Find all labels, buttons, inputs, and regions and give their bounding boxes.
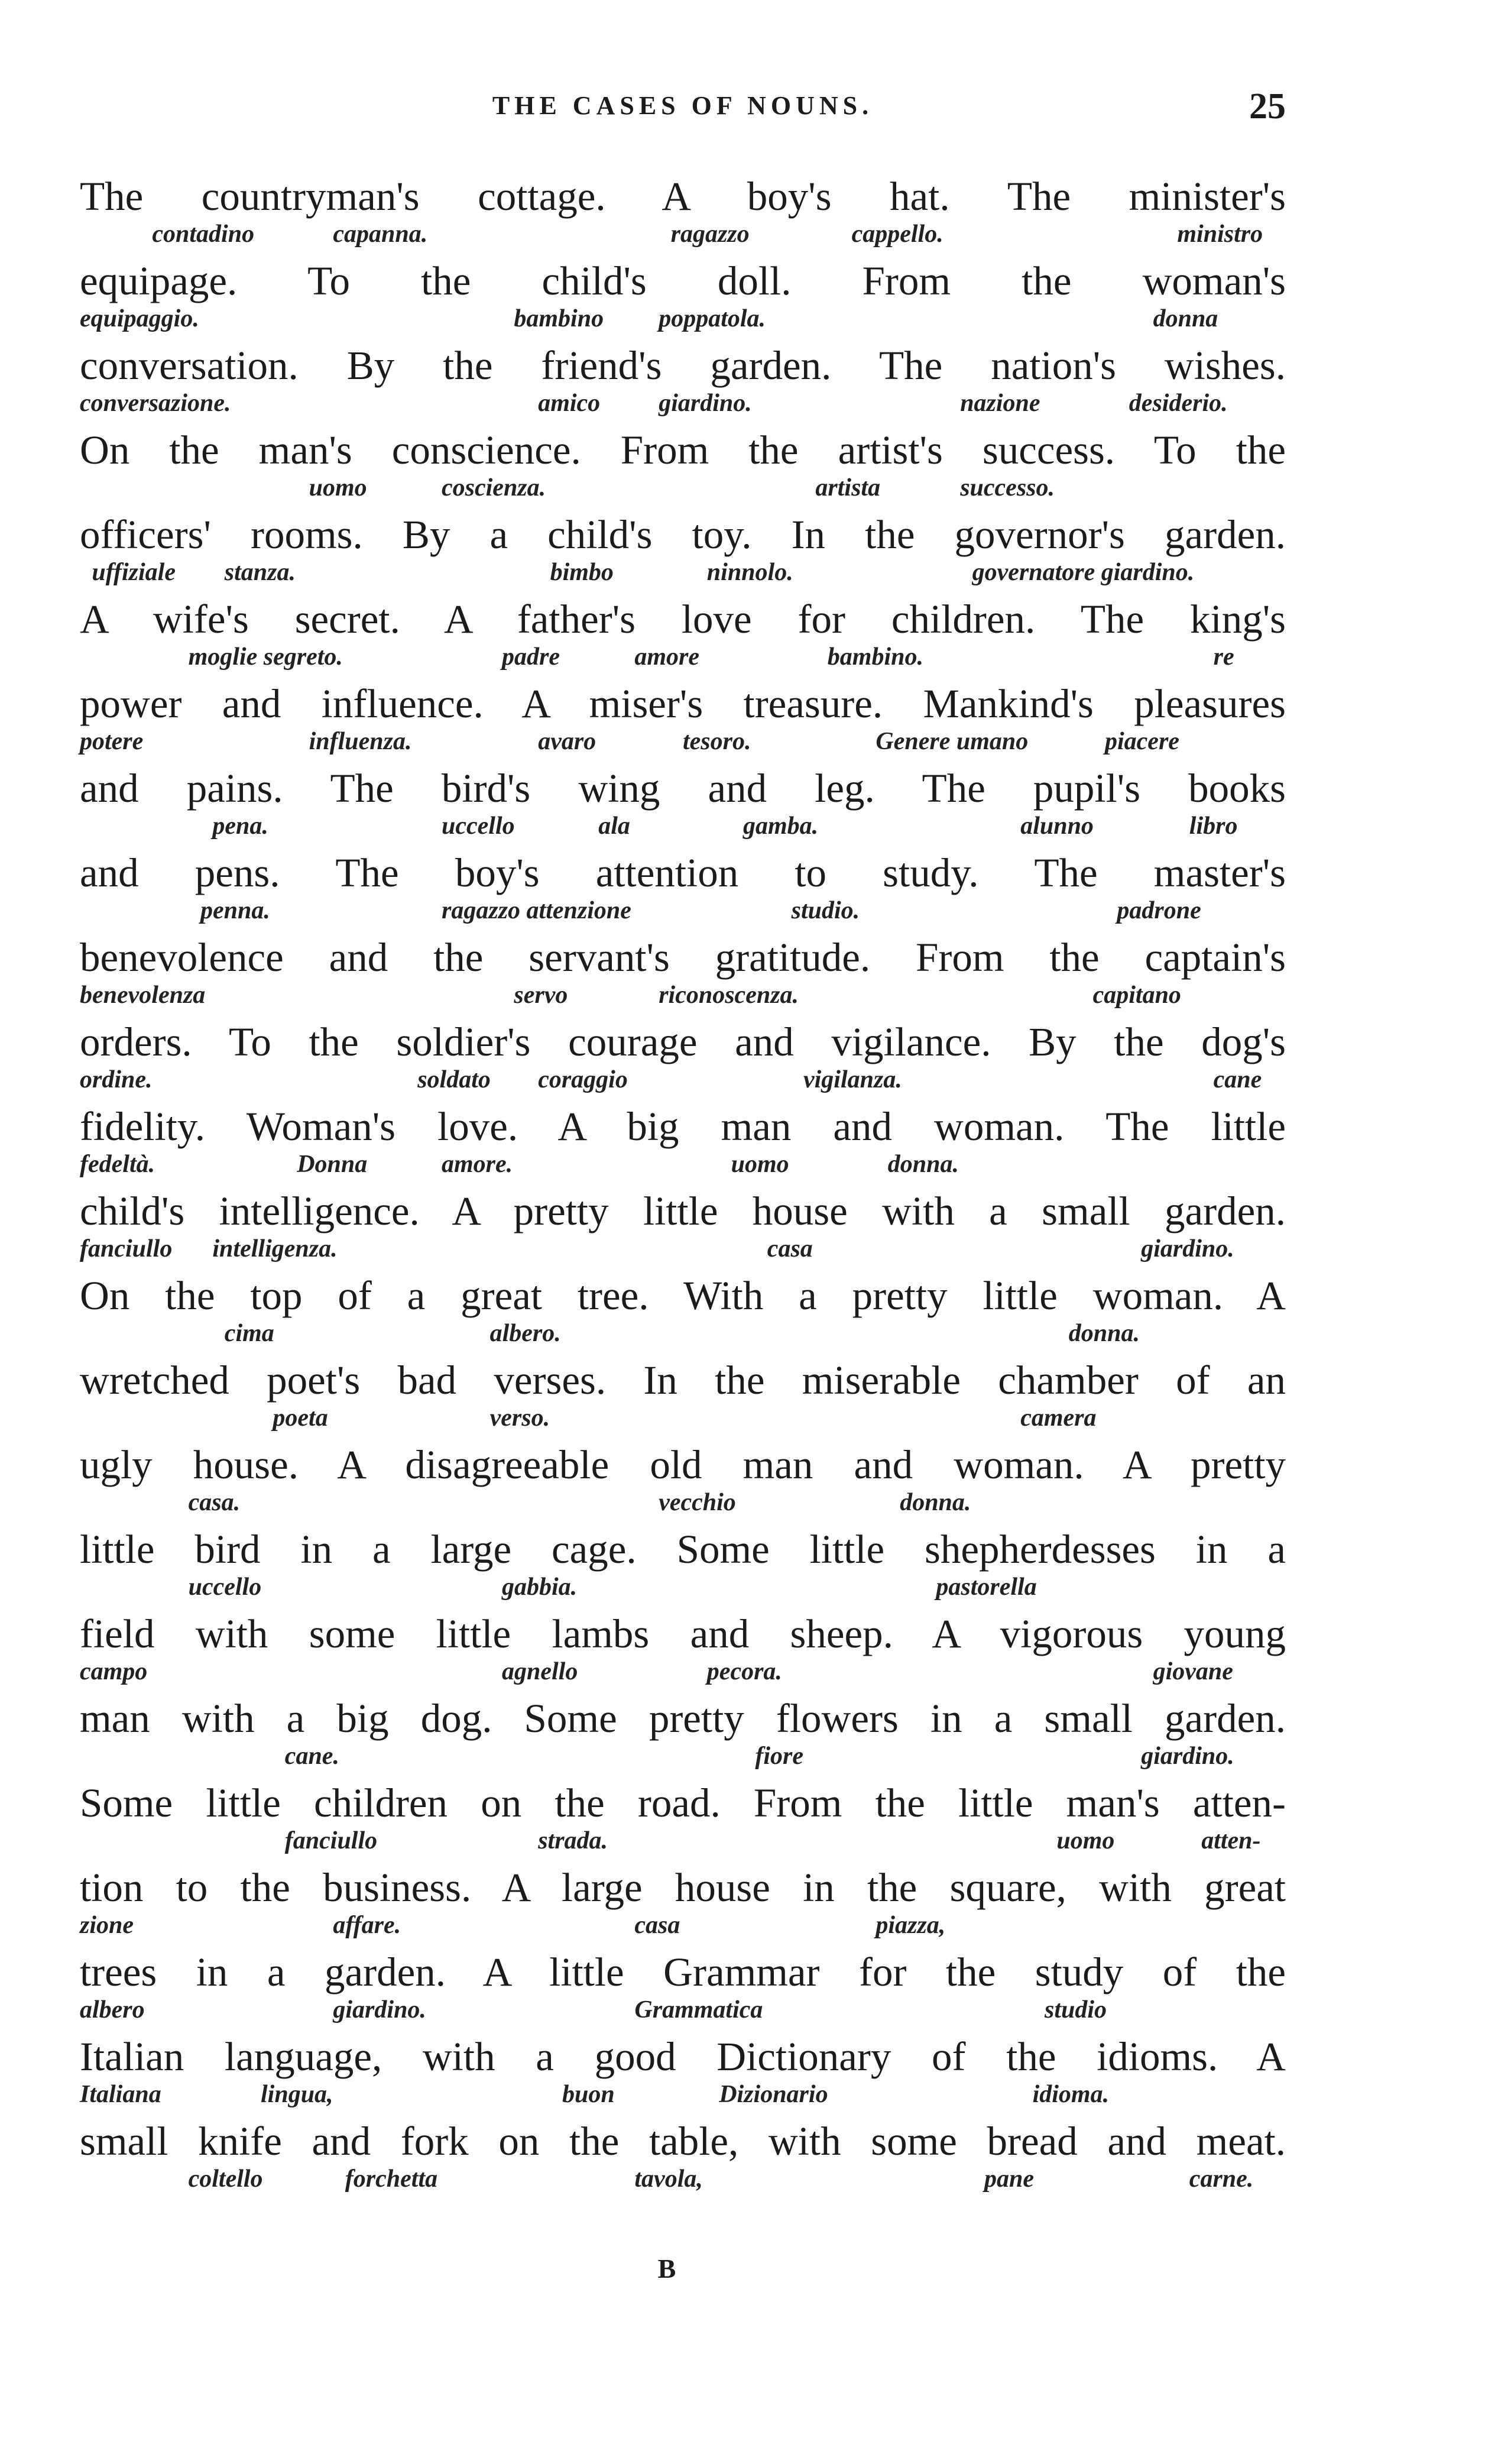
english-text: conversation. By the friend's garden. The nation's wishes. [80, 343, 1286, 388]
english-text: and pens. The boy's attention to study. The master's [80, 850, 1286, 895]
exercise-line [80, 2117, 1286, 2202]
italian-gloss: fanciullo [284, 1827, 378, 1854]
italian-gloss: atten- [1201, 1827, 1261, 1854]
italian-glosses [80, 305, 1286, 333]
italian-gloss: cappello. [851, 221, 943, 248]
english-text: benevolence and the servant's gratitude. From the captain's [80, 935, 1286, 980]
exercise-line [80, 1272, 1286, 1356]
italian-gloss: conversazione. [80, 390, 231, 417]
italian-glosses [80, 1404, 1286, 1432]
italian-gloss: ninnolo. [706, 559, 793, 586]
exercise-line [80, 934, 1286, 1018]
italian-gloss: riconoscenza. [659, 982, 799, 1009]
italian-gloss: bimbo [550, 559, 614, 586]
italian-gloss: fiore [755, 1743, 804, 1770]
italian-glosses [80, 643, 1286, 671]
italian-gloss: ala [598, 812, 630, 840]
italian-gloss: moglie segreto. [188, 643, 343, 671]
italian-gloss: pena. [212, 812, 268, 840]
italian-glosses [80, 2080, 1286, 2109]
italian-gloss: uomo [731, 1151, 789, 1178]
italian-gloss: pane [984, 2165, 1034, 2193]
exercise-line [80, 173, 1286, 257]
italian-gloss: ministro [1177, 221, 1263, 248]
italian-gloss: piazza, [876, 1912, 946, 1939]
italian-gloss: giardino. [333, 1996, 426, 2023]
english-text: child's intelligence. A pretty little house with a small garden. [80, 1189, 1286, 1233]
italian-gloss: casa [767, 1235, 813, 1262]
italian-glosses [80, 1488, 1286, 1517]
italian-gloss: uccello [442, 812, 515, 840]
exercise-line [80, 849, 1286, 934]
italian-gloss: uomo [1056, 1827, 1115, 1854]
english-text: officers' rooms. By a child's toy. In the governor's garden. [80, 512, 1286, 557]
english-text: little bird in a large cage. Some little shepherdesses in a [80, 1527, 1286, 1572]
italian-glosses [80, 812, 1286, 840]
english-text: wretched poet's bad verses. In the miserable chamber of an [80, 1358, 1286, 1403]
exercise-line [80, 342, 1286, 426]
italian-gloss: agnello [502, 1658, 578, 1685]
italian-gloss: verso. [489, 1404, 550, 1432]
italian-gloss: poeta [273, 1404, 328, 1432]
english-text: Italian language, with a good Dictionary of the idioms. A [80, 2034, 1286, 2079]
italian-gloss: bambino. [827, 643, 923, 671]
exercise-line [80, 1441, 1286, 1526]
italian-gloss: servo [514, 982, 568, 1009]
italian-gloss: giardino. [1141, 1743, 1234, 1770]
italian-gloss: ragazzo attenzione [442, 897, 631, 924]
italian-gloss: ordine. [80, 1066, 153, 1093]
english-text: fidelity. Woman's love. A big man and woman. The little [80, 1104, 1286, 1149]
italian-glosses [80, 1319, 1286, 1348]
exercise-line [80, 511, 1286, 595]
italian-gloss: potere [80, 728, 144, 755]
italian-gloss: gabbia. [502, 1573, 578, 1601]
italian-glosses [80, 1657, 1286, 1686]
italian-gloss: intelligenza. [212, 1235, 338, 1262]
italian-gloss: studio. [791, 897, 860, 924]
exercise-line [80, 765, 1286, 849]
english-text: man with a big dog. Some pretty flowers in a small garden. [80, 1696, 1286, 1741]
exercise-line [80, 680, 1286, 765]
italian-gloss: donna [1153, 305, 1218, 332]
page-number: 25 [1249, 86, 1286, 127]
italian-glosses [80, 1827, 1286, 1855]
italian-gloss: coraggio [538, 1066, 628, 1093]
italian-glosses [80, 1911, 1286, 1940]
italian-gloss: vecchio [659, 1489, 736, 1516]
italian-gloss: cane [1213, 1066, 1262, 1093]
italian-gloss: capanna. [333, 221, 428, 248]
italian-gloss: soldato [417, 1066, 491, 1093]
italian-glosses [80, 1742, 1286, 1770]
italian-gloss: poppatola. [659, 305, 766, 332]
exercise-line [80, 1864, 1286, 1948]
italian-glosses [80, 1573, 1286, 1601]
italian-gloss: penna. [200, 897, 270, 924]
italian-glosses [80, 389, 1286, 417]
italian-gloss: Grammatica [634, 1996, 763, 2023]
english-text: A wife's secret. A father's love for children. The king's [80, 597, 1286, 642]
italian-gloss: re [1213, 643, 1234, 671]
italian-gloss: strada. [538, 1827, 608, 1854]
english-text: equipage. To the child's doll. From the woman's [80, 258, 1286, 303]
page-header [80, 86, 1286, 133]
italian-glosses [80, 981, 1286, 1009]
italian-gloss: forchetta [345, 2165, 438, 2193]
italian-gloss: alunno [1020, 812, 1094, 840]
italian-gloss: giovane [1153, 1658, 1233, 1685]
english-text: and pains. The bird's wing and leg. The pupil's books [80, 766, 1286, 811]
exercise-text [80, 173, 1286, 2202]
italian-gloss: Italiana [80, 2081, 161, 2108]
italian-gloss: capitano [1092, 982, 1181, 1009]
italian-glosses [80, 1235, 1286, 1263]
italian-gloss: lingua, [261, 2081, 333, 2108]
italian-gloss: giardino. [1141, 1235, 1234, 1262]
exercise-line [80, 1103, 1286, 1187]
italian-gloss: contadino [152, 221, 255, 248]
english-text: power and influence. A miser's treasure. Mankind's pleasures [80, 681, 1286, 726]
italian-gloss: Donna [297, 1151, 368, 1178]
exercise-line [80, 1526, 1286, 1610]
exercise-line [80, 1018, 1286, 1103]
english-text: The countryman's cottage. A boy's hat. The minister's [80, 174, 1286, 219]
italian-gloss: tesoro. [683, 728, 751, 755]
italian-gloss: albero [80, 1996, 145, 2023]
italian-gloss: nazione [960, 390, 1040, 417]
italian-gloss: ragazzo [670, 221, 750, 248]
italian-gloss: stanza. [224, 559, 296, 586]
exercise-line [80, 1356, 1286, 1441]
exercise-line [80, 2033, 1286, 2117]
italian-gloss: cima [224, 1320, 274, 1347]
italian-gloss: donna. [1068, 1320, 1140, 1347]
italian-gloss: Genere umano [876, 728, 1029, 755]
italian-gloss: piacere [1105, 728, 1179, 755]
italian-gloss: successo. [960, 474, 1055, 501]
english-text: Some little children on the road. From the little man's atten- [80, 1780, 1286, 1825]
italian-gloss: padre [502, 643, 560, 671]
italian-gloss: zione [80, 1912, 134, 1939]
italian-gloss: amore. [442, 1151, 513, 1178]
italian-gloss: pecora. [706, 1658, 782, 1685]
italian-glosses [80, 474, 1286, 502]
english-text: On the man's conscience. From the artist's success. To the [80, 428, 1286, 472]
italian-gloss: artista [815, 474, 881, 501]
italian-gloss: amico [538, 390, 601, 417]
italian-glosses [80, 1150, 1286, 1178]
english-text: On the top of a great tree. With a pretty little woman. A [80, 1273, 1286, 1318]
italian-gloss: governatore giardino. [972, 559, 1195, 586]
italian-gloss: casa. [188, 1489, 241, 1516]
italian-gloss: cane. [284, 1743, 339, 1770]
italian-gloss: donna. [900, 1489, 971, 1516]
italian-glosses [80, 896, 1286, 925]
italian-gloss: studio [1045, 1996, 1107, 2023]
italian-glosses [80, 1996, 1286, 2024]
italian-gloss: gamba. [743, 812, 819, 840]
italian-gloss: desiderio. [1129, 390, 1228, 417]
italian-gloss: casa [634, 1912, 680, 1939]
italian-gloss: campo [80, 1658, 148, 1685]
italian-gloss: vigilanza. [803, 1066, 902, 1093]
italian-gloss: fedeltà. [80, 1151, 155, 1178]
italian-gloss: equipaggio. [80, 305, 199, 332]
english-text: ugly house. A disagreeable old man and woman. A pretty [80, 1442, 1286, 1487]
english-text: orders. To the soldier's courage and vigilance. By the dog's [80, 1019, 1286, 1064]
exercise-line [80, 1695, 1286, 1779]
italian-gloss: uffiziale [92, 559, 176, 586]
exercise-line [80, 426, 1286, 511]
italian-gloss: albero. [489, 1320, 561, 1347]
italian-gloss: camera [1020, 1404, 1097, 1432]
italian-gloss: pastorella [936, 1573, 1037, 1601]
italian-gloss: donna. [887, 1151, 959, 1178]
italian-gloss: idioma. [1032, 2081, 1110, 2108]
exercise-line [80, 1187, 1286, 1272]
italian-gloss: influenza. [309, 728, 412, 755]
english-text: tion to the business. A large house in the square, with great [80, 1865, 1286, 1910]
exercise-line [80, 257, 1286, 342]
italian-glosses [80, 2165, 1286, 2193]
italian-glosses [80, 220, 1286, 248]
italian-glosses [80, 727, 1286, 756]
signature-mark: B [657, 2253, 676, 2284]
italian-gloss: buon [562, 2081, 615, 2108]
italian-gloss: giardino. [659, 390, 752, 417]
italian-gloss: amore [634, 643, 700, 671]
exercise-line [80, 595, 1286, 680]
italian-gloss: Dizionario [719, 2081, 828, 2108]
italian-glosses [80, 1066, 1286, 1094]
italian-gloss: benevolenza [80, 982, 206, 1009]
italian-gloss: bambino [514, 305, 604, 332]
italian-gloss: affare. [333, 1912, 401, 1939]
italian-gloss: coscienza. [442, 474, 546, 501]
exercise-line [80, 1610, 1286, 1695]
english-text: trees in a garden. A little Grammar for the study of the [80, 1950, 1286, 1994]
italian-glosses [80, 558, 1286, 587]
italian-gloss: fanciullo [80, 1235, 173, 1262]
italian-gloss: uccello [188, 1573, 262, 1601]
italian-gloss: padrone [1117, 897, 1201, 924]
english-text: small knife and fork on the table, with some bread and meat. [80, 2119, 1286, 2164]
italian-gloss: carne. [1189, 2165, 1254, 2193]
english-text: field with some little lambs and sheep. A vigorous young [80, 1611, 1286, 1656]
running-title: THE CASES OF NOUNS. [492, 91, 874, 120]
exercise-line [80, 1779, 1286, 1864]
italian-gloss: avaro [538, 728, 596, 755]
italian-gloss: uomo [309, 474, 367, 501]
italian-gloss: coltello [188, 2165, 263, 2193]
exercise-line [80, 1948, 1286, 2033]
italian-gloss: tavola, [634, 2165, 703, 2193]
italian-gloss: libro [1189, 812, 1238, 840]
